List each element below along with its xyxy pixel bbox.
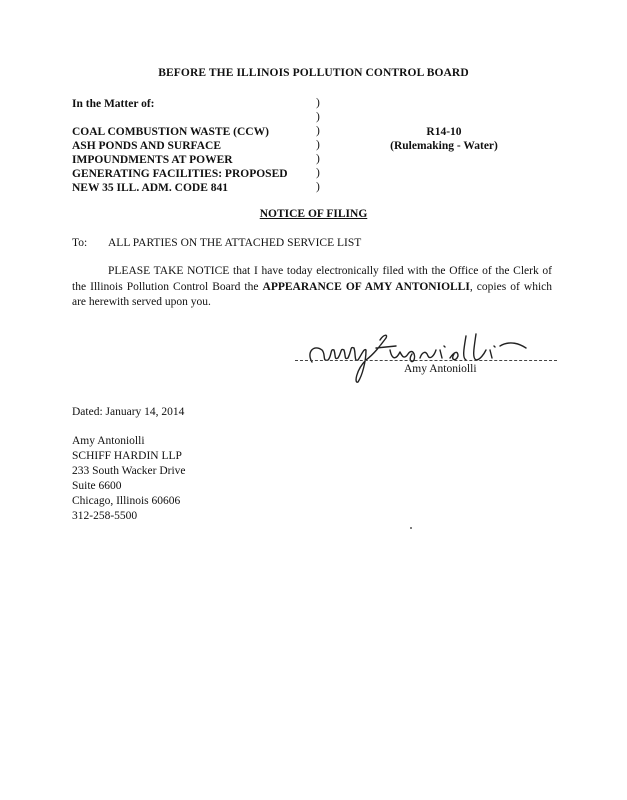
contact-address2: Suite 6600 — [72, 480, 122, 492]
notice-heading: NOTICE OF FILING — [259, 208, 368, 220]
contact-firm: SCHIFF HARDIN LLP — [72, 450, 182, 462]
caption-paren: ) — [316, 139, 320, 151]
caption-paren: ) — [316, 153, 320, 165]
to-value: ALL PARTIES ON THE ATTACHED SERVICE LIST — [108, 237, 362, 249]
dated-line: Dated: January 14, 2014 — [72, 406, 185, 418]
to-label: To: — [72, 237, 88, 249]
signature-text: Amy Antoniolli — [380, 346, 387, 347]
caption-paren: ) — [316, 181, 320, 193]
caption-line-5: NEW 35 ILL. ADM. CODE 841 — [72, 182, 229, 194]
caption-paren: ) — [316, 167, 320, 179]
caption-paren: ) — [316, 111, 320, 123]
caption-line-3: IMPOUNDMENTS AT POWER — [72, 154, 233, 166]
notice-paragraph-intro: PLEASE TAKE NOTICE that I have today electronically filed with the Office of the Clerk of the Illinois Pollution Control Board the — [72, 265, 552, 293]
document-title: BEFORE THE ILLINOIS POLLUTION CONTROL BOARD — [158, 67, 469, 79]
contact-address1: 233 South Wacker Drive — [72, 465, 186, 477]
caption-line-1: COAL COMBUSTION WASTE (CCW) — [72, 126, 269, 138]
docket-type: (Rulemaking - Water) — [390, 140, 498, 152]
contact-phone: 312-258-5500 — [72, 510, 138, 522]
caption-line-4: GENERATING FACILITIES: PROPOSED — [72, 168, 288, 180]
signature-line — [295, 360, 557, 361]
printed-name: Amy Antoniolli — [404, 363, 477, 375]
caption-paren: ) — [316, 125, 320, 137]
contact-city: Chicago, Illinois 60606 — [72, 495, 181, 507]
notice-paragraph-end: , copies of which are herewith served upon you. — [72, 280, 552, 308]
matter-label: In the Matter of: — [72, 98, 155, 110]
notice-paragraph-document: APPEARANCE OF AMY ANTONIOLLI — [262, 280, 470, 293]
contact-name: Amy Antoniolli — [72, 435, 145, 447]
notice-paragraph — [72, 264, 552, 311]
docket-number: R14-10 — [426, 126, 462, 138]
caption-paren: ) — [316, 97, 320, 109]
scan-speck — [410, 527, 412, 529]
caption-line-2: ASH PONDS AND SURFACE — [72, 140, 221, 152]
